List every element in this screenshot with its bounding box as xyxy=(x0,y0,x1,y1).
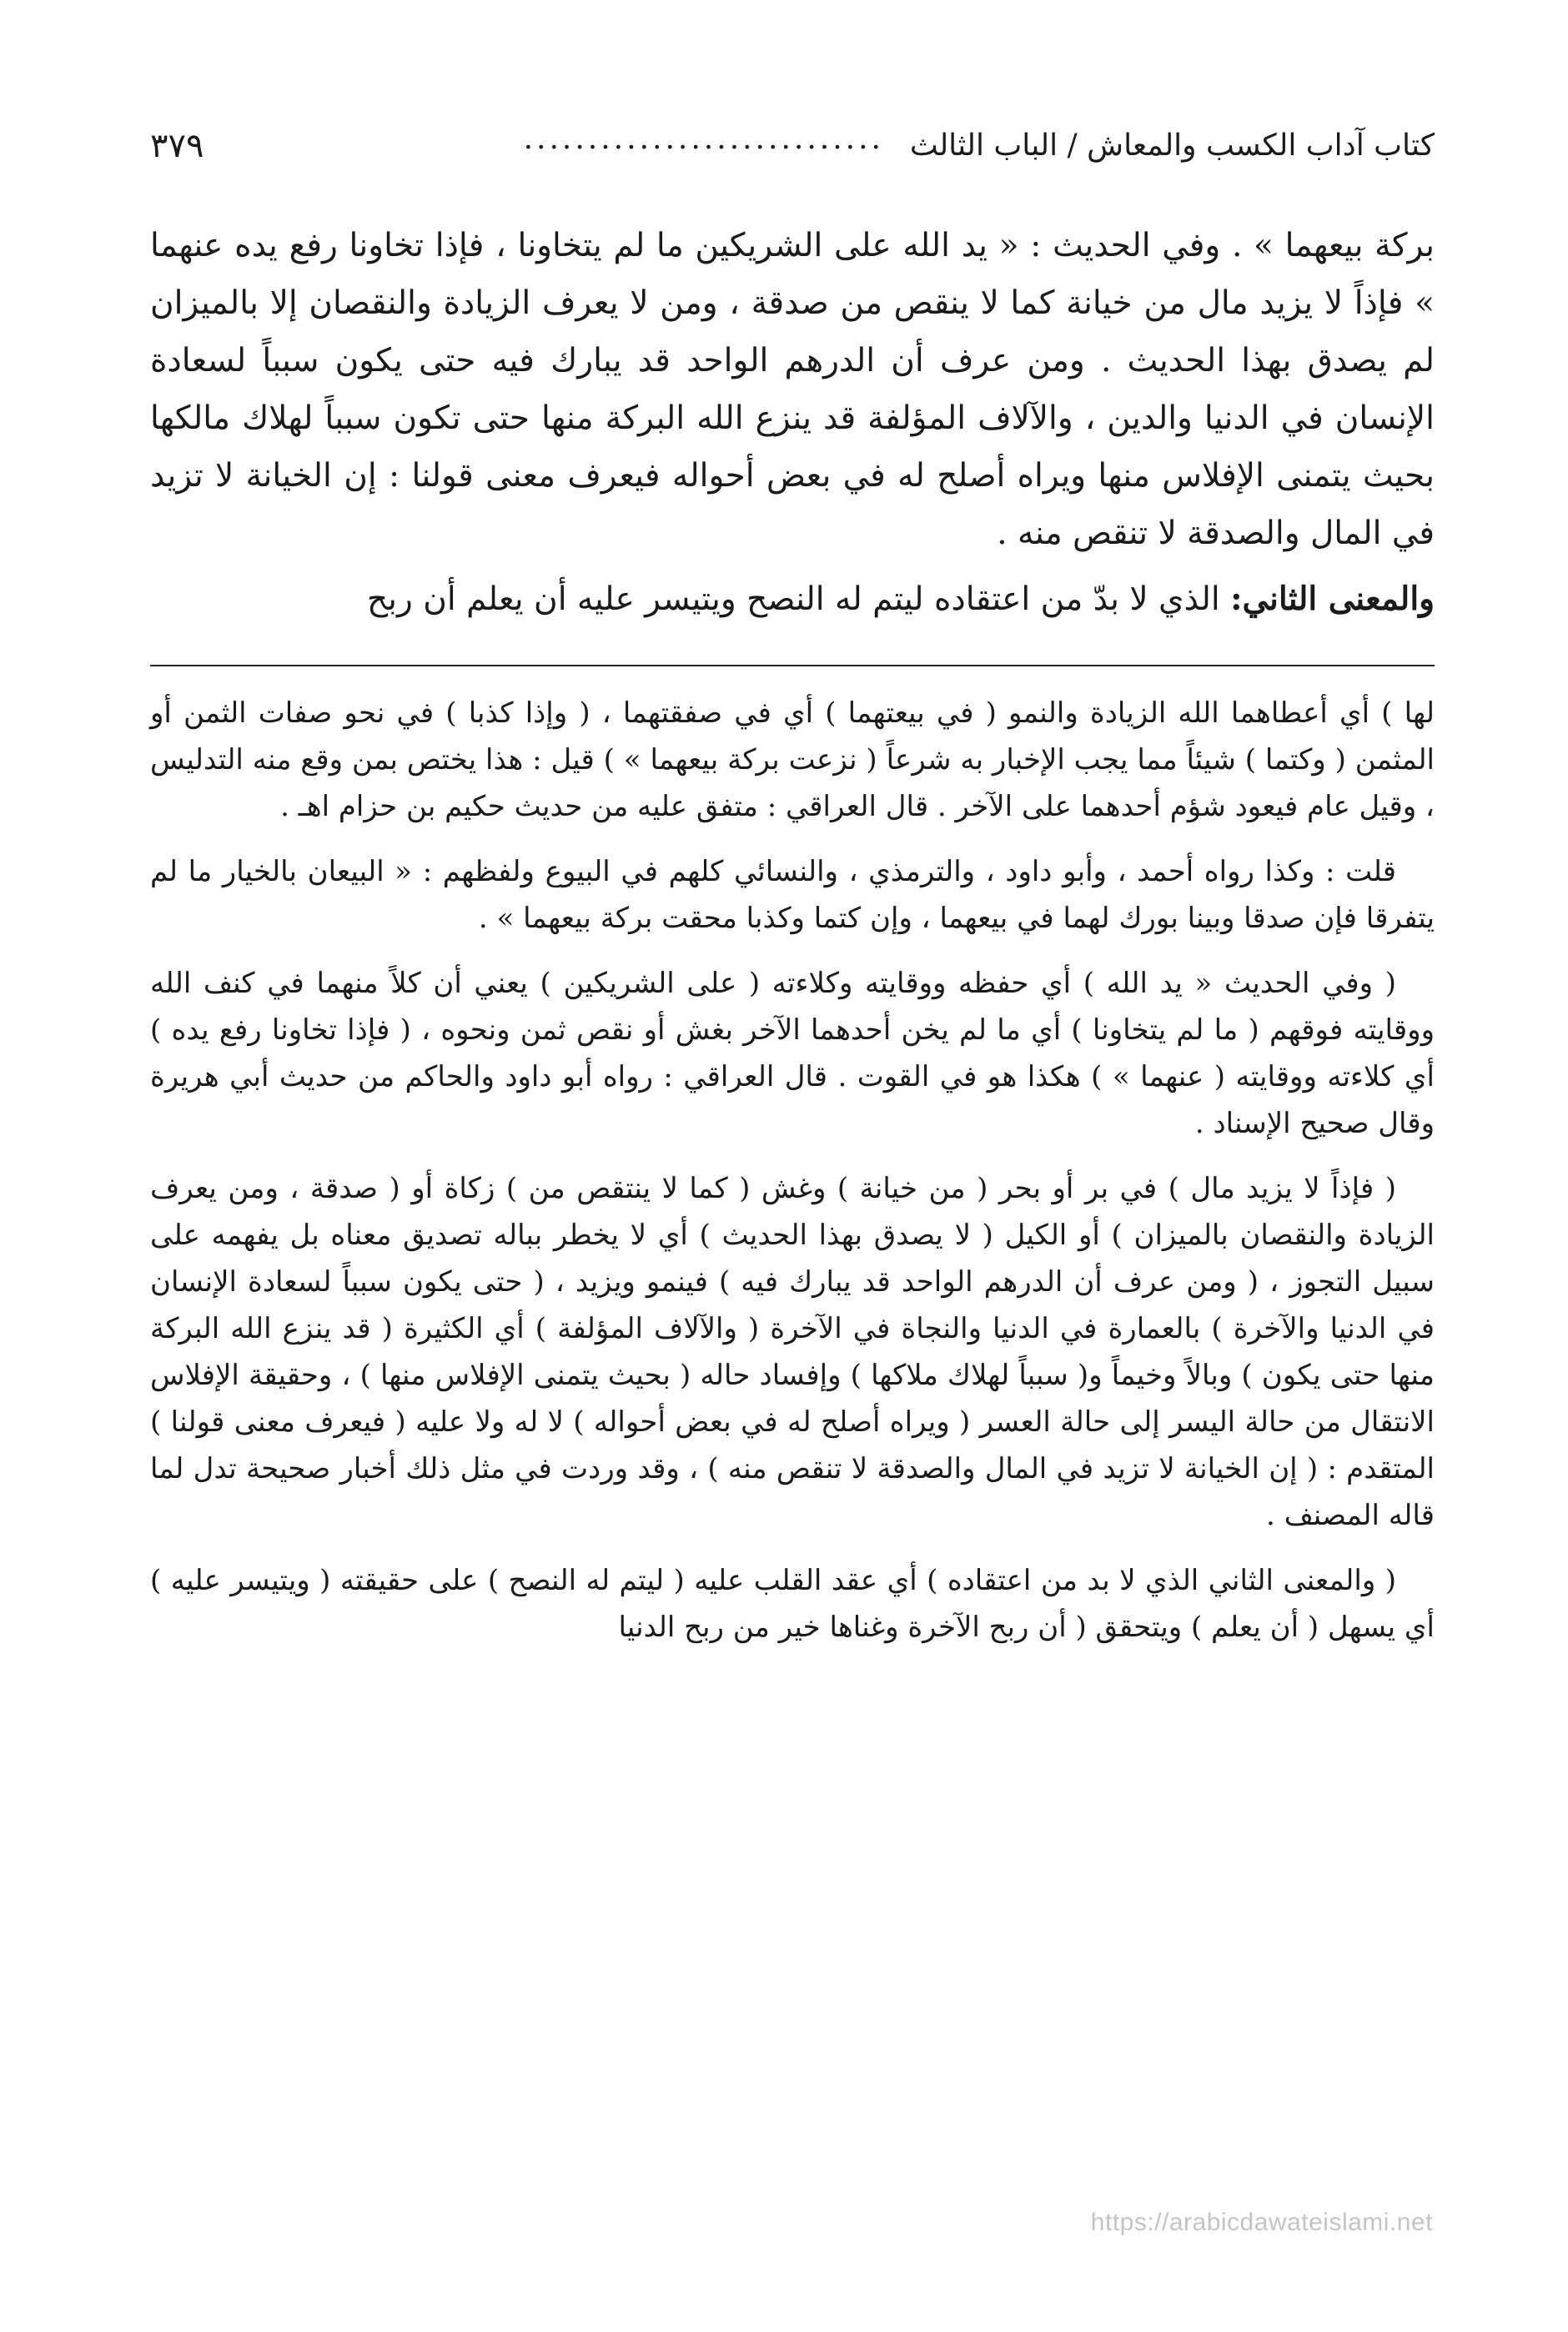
main-text xyxy=(150,217,1435,628)
page-number: ٣٧٩ xyxy=(150,127,204,165)
commentary-paragraph: ( وفي الحديث « يد الله ) أي حفظه ووقايته وكلاءته ( على الشريكين ) يعني أن كلاً منهما في كنف الله ووقايته فوقهم ( ما لم يتخاونا ) أي ما لم يخن أحدهما الآخر بغش أو نقص ثمن ونحوه ، ( فإذا تخاونا رفع يده ) أي كلاءته ووقايته ( عنهما » ) هكذا هو في القوت . قال العراقي : رواه أبو داود والحاكم من حديث أبي هريرة وقال صحيح الإسناد . xyxy=(150,967,1435,1140)
second-meaning-text: الذي لا بدّ من اعتقاده ليتم له النصح ويتيسر عليه أن يعلم أن ربح xyxy=(366,580,1231,618)
commentary-paragraph: قلت : وكذا رواه أحمد ، وأبو داود ، والترمذي ، والنسائي كلهم في البيوع ولفظهم : « البيعان بالخيار ما لم يتفرقا فإن صدقا وبينا بورك لهما في بيعهما ، وإن كتما وكذبا محقت بركة بيعهما » . xyxy=(150,855,1435,935)
header-dot-leader: ............................ xyxy=(523,122,884,156)
main-paragraph: بركة بيعهما » . وفي الحديث : « يد الله على الشريكين ما لم يتخاونا ، فإذا تخاونا رفع يده عنهما » فإذاً لا يزيد مال من خيانة كما لا ينقص من صدقة ، ومن لا يعرف الزيادة والنقصان إلا بالميزان لم يصدق بهذا الحديث . ومن عرف أن الدرهم الواحد قد يبارك فيه حتى يكون سبباً لسعادة الإنسان في الدنيا والدين ، والآلاف المؤلفة قد ينزع الله البركة منها حتى تكون سبباً لهلاك مالكها بحيث يتمنى الإفلاس منها ويراه أصلح له في بعض أحواله فيعرف معنى قولنا : إن الخيانة لا تزيد في المال والصدقة لا تنقص منه . xyxy=(150,227,1435,552)
commentary-paragraph: ( فإذاً لا يزيد مال ) في بر أو بحر ( من خيانة ) وغش ( كما لا ينتقص من ) زكاة أو ( صدقة ، ومن يعرف الزيادة والنقصان بالميزان ) أو الكيل ( لا يصدق بهذا الحديث ) أي لا يخطر بباله تصديق معناه بل يفهمه على سبيل التجوز ، ( ومن عرف أن الدرهم الواحد قد يبارك فيه ) فينمو ويزيد ، ( حتى يكون سبباً لسعادة الإنسان في الدنيا والآخرة ) بالعمارة في الدنيا والنجاة في الآخرة ( والآلاف المؤلفة ) أي الكثيرة ( قد ينزع الله البركة منها حتى يكون ) وبالاً وخيماً و( سبباً لهلاك ملاكها ) وإفساد حاله ( بحيث يتمنى الإفلاس منها ) ، وحقيقة الإفلاس الانتقال من حالة اليسر إلى حالة العسر ( ويراه أصلح له في بعض أحواله ) لا له ولا عليه ( فيعرف معنى قولنا ) المتقدم : ( إن الخيانة لا تزيد في المال والصدقة لا تنقص منه ) ، وقد وردت في مثل ذلك أخبار صحيحة تدل لما قاله المصنف . xyxy=(150,1172,1435,1532)
source-watermark: https://arabicdawateislami.net xyxy=(1090,2209,1433,2236)
commentary-paragraph: لها ) أي أعطاهما الله الزيادة والنمو ( في بيعتهما ) أي في صفقتهما ، ( وإذا كذبا ) في نحو صفات الثمن أو المثمن ( وكتما ) شيئاً مما يجب الإخبار به شرعاً ( نزعت بركة بيعهما » ) قيل : هذا يختص بمن وقع منه التدليس ، وقيل عام فيعود شؤم أحدهما على الآخر . قال العراقي : متفق عليه من حديث حكيم بن حزام اهـ . xyxy=(150,696,1435,823)
commentary-paragraph: ( والمعنى الثاني الذي لا بد من اعتقاده ) أي عقد القلب عليه ( ليتم له النصح ) على حقيقته ( ويتيسر عليه ) أي يسهل ( أن يعلم ) ويتحقق ( أن ربح الآخرة وغناها خير من ربح الدنيا xyxy=(150,1564,1435,1644)
running-header xyxy=(150,117,1435,175)
footnote-divider xyxy=(150,665,1435,666)
commentary-section xyxy=(150,690,1435,1651)
book-page xyxy=(150,117,1435,1669)
second-meaning-label: والمعنى الثاني: xyxy=(1230,580,1435,618)
chapter-title: كتاب آداب الكسب والمعاش / الباب الثالث xyxy=(909,128,1435,163)
second-meaning-paragraph xyxy=(150,570,1435,628)
